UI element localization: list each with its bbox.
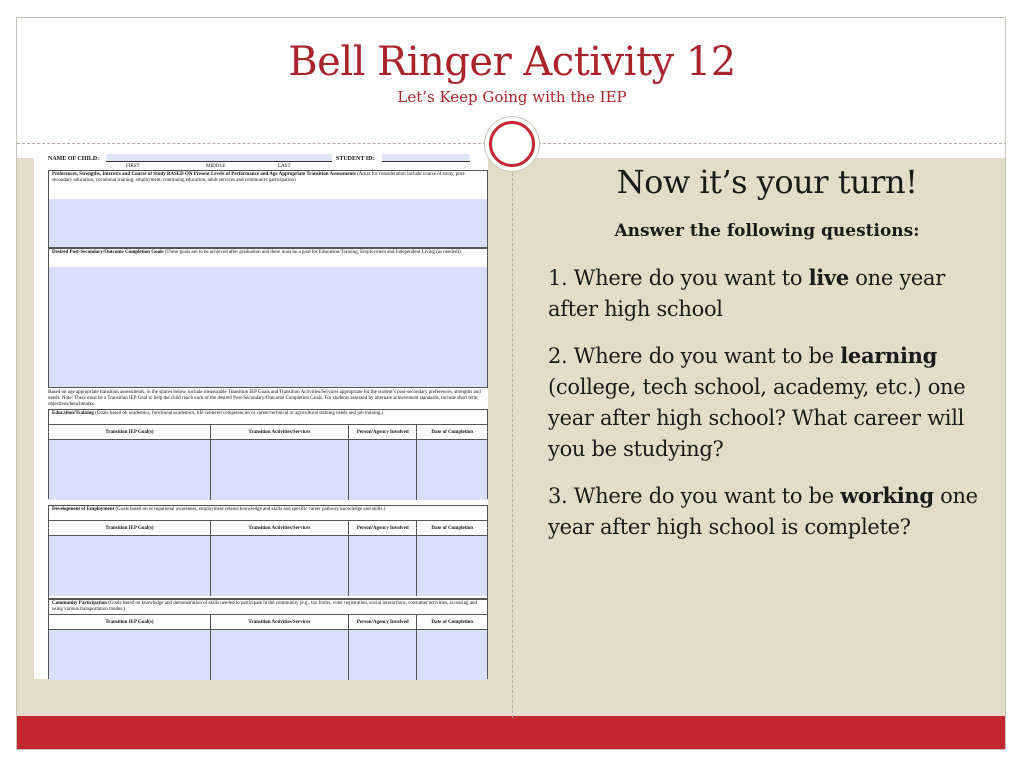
preferences-heading: Preferences, Strengths, Interests and Course of Study BASED ON Present Levels of Performance and Age Appropriate Transition Assessments (Areas for consideration include course of study, post-secondary education, vocational training, employment, continuing education, adult services and community participation) [49, 171, 487, 185]
col-activities: Transition Activities/Services [211, 425, 349, 439]
education-heading: Education/Training (Goals based on academics, functional academics, life centered competencies or career/technical or agricultural training needs and job training.) [49, 410, 487, 424]
community-cells [49, 629, 487, 680]
panel-instruction: Answer the following questions: [614, 221, 920, 241]
student-id-line [382, 154, 470, 162]
last-label: LAST [278, 164, 291, 169]
col-person: Person/Agency Involved [349, 615, 418, 629]
form-instructions: Based on age appropriate transition assessments, in the spaces below, include measurable Transition IEP Goals and Transition Activities/Services appropriate for the student’s post-secondary preferences, strengths and needs. Note: There must be a Transition IEP Goal to help the child reach each of the desired Post-Secondary/Outcome Completion Goals. For students assessed by alternate achievement standards, include short term objectives/benchmarks. [48, 390, 481, 407]
iep-form-image [34, 152, 488, 679]
name-line [106, 154, 332, 162]
slide-subtitle: Let’s Keep Going with the IEP [397, 88, 627, 106]
col-goals: Transition IEP Goal(s) [49, 615, 211, 629]
col-activities: Transition Activities/Services [211, 521, 349, 535]
name-of-child-label: NAME OF CHILD: [48, 156, 100, 162]
education-columns [49, 424, 487, 439]
question-1: 1. Where do you want to live one year after high school [548, 265, 945, 321]
first-label: FIRST [126, 164, 140, 169]
col-person: Person/Agency Involved [349, 521, 418, 535]
community-table [48, 599, 488, 679]
goals-section [48, 248, 488, 388]
question-2: 2. Where do you want to be learning (college, tech school, academy, etc.) one year after high school? What career will you be studying? [548, 343, 966, 461]
question-3-keyword: working [840, 483, 934, 508]
education-cells [49, 439, 487, 500]
employment-columns [49, 520, 487, 535]
middle-label: MIDDLE [206, 164, 226, 169]
employment-heading: Development of Employment (Goals based on occupational awareness, employment related knowledge and skills and specific career pathway knowledge and skills.) [49, 506, 487, 520]
col-date: Date of Completion [431, 619, 474, 625]
preferences-section [48, 170, 488, 248]
panel-heading: Now it’s your turn! [616, 163, 918, 201]
column-divider [512, 158, 513, 718]
community-columns [49, 614, 487, 629]
employment-table [48, 505, 488, 599]
slide [16, 17, 1006, 750]
education-table [48, 409, 488, 499]
col-goals: Transition IEP Goal(s) [49, 425, 211, 439]
col-person: Person/Agency Involved [349, 425, 418, 439]
student-id-label: STUDENT ID: [336, 156, 375, 162]
preferences-field [49, 199, 487, 247]
footer-bar [17, 716, 1006, 750]
col-date: Date of Completion [431, 525, 474, 531]
employment-cells [49, 535, 487, 596]
slide-title: Bell Ringer Activity 12 [288, 39, 736, 85]
question-3: 3. Where do you want to be working one year after high school is complete? [548, 483, 978, 539]
col-date: Date of Completion [431, 429, 474, 435]
ring-inner [489, 121, 535, 167]
question-1-keyword: live [808, 265, 849, 290]
form-header-row [34, 152, 488, 170]
col-goals: Transition IEP Goal(s) [49, 521, 211, 535]
community-heading: Community Participation (Goals based on knowledge and demonstration of skills needed to participate in the community (e.g., tax forms, voter registration, social interactions, consumer activities, accessing and using various transportation modes.) [49, 600, 487, 614]
goals-field [49, 267, 487, 387]
question-2-keyword: learning [840, 343, 938, 368]
col-activities: Transition Activities/Services [211, 615, 349, 629]
goals-heading: Desired Post-Secondary/Outcome Completion Goals (These goals are to be achieved after graduation and there must be a goal for Education/Training, Employment and Independent Living (as needed)) [49, 249, 487, 257]
